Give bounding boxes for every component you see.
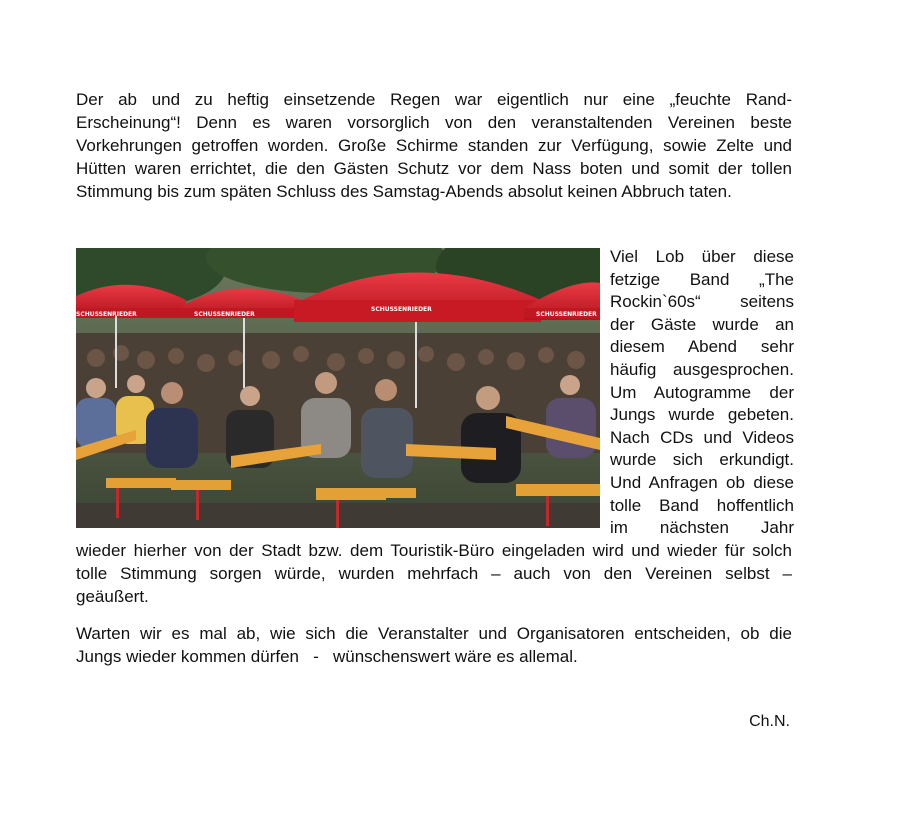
continuation-paragraph <box>76 539 792 608</box>
side-line-1: Viel Lob über diese <box>610 247 794 266</box>
intro-line-3: Vorkehrungen getroffen worden. Große Schirme standen zur Verfügung, sowie Zelte und <box>76 136 792 155</box>
intro-line-1: Der ab und zu heftig einsetzende Regen war eigentlich nur eine „feuchte Rand- <box>76 90 792 109</box>
signature: Ch.N. <box>749 713 790 730</box>
side-line-10: wurde sich erkundigt. <box>610 450 794 470</box>
umbrella-text-center: SCHUSSENRIEDER <box>371 306 432 313</box>
umbrella-text-center-left: SCHUSSENRIEDER <box>194 311 255 318</box>
closing-paragraph <box>76 622 792 668</box>
side-line-11: Und Anfragen ob diese <box>610 472 794 492</box>
festival-photo-illustration <box>76 248 600 528</box>
side-line-2: fetzige Band „The <box>610 269 794 289</box>
festival-photo <box>76 248 600 528</box>
intro-line-5: Stimmung bis zum späten Schluss des Samstag-Abends absolut keinen Abbruch taten. <box>76 182 732 201</box>
side-line-8: Jungs wurde gebeten. <box>610 405 794 425</box>
continuation-line-2: tolle Stimmung sorgen würde, wurden mehrfach – auch von den Vereinen selbst – <box>76 564 792 583</box>
continuation-line-1: wieder hierher von der Stadt bzw. dem Touristik-Büro eingeladen wird und wieder für solch <box>76 541 792 560</box>
umbrella-text-right: SCHUSSENRIEDER <box>536 311 597 318</box>
intro-line-4: Hütten waren errichtet, die den Gästen Schutz vor dem Nass boten und somit der tollen <box>76 159 792 178</box>
side-line-6: häufig ausgesprochen. <box>610 359 794 379</box>
side-line-12: tolle Band hoffentlich <box>610 495 794 515</box>
continuation-line-3: geäußert. <box>76 587 149 606</box>
side-line-3: Rockin`60s“ seitens <box>610 292 794 312</box>
side-line-4: der Gäste wurde an <box>610 314 794 334</box>
side-line-7: Um Autogramme der <box>610 382 794 402</box>
closing-line-2: Jungs wieder kommen dürfen - wünschenswert wäre es allemal. <box>76 647 578 666</box>
side-text <box>610 246 794 540</box>
side-line-13: im nächsten Jahr <box>610 518 794 538</box>
umbrella-text-left: SCHUSSENRIEDER <box>76 311 137 318</box>
closing-line-1: Warten wir es mal ab, wie sich die Veranstalter und Organisatoren entscheiden, ob die <box>76 624 792 643</box>
intro-line-2: Erscheinung“! Denn es waren vorsorglich von den veranstaltenden Vereinen beste <box>76 113 792 132</box>
side-line-5: diesem Abend sehr <box>610 337 794 357</box>
side-line-9: Nach CDs und Videos <box>610 427 794 447</box>
intro-paragraph <box>76 88 792 203</box>
